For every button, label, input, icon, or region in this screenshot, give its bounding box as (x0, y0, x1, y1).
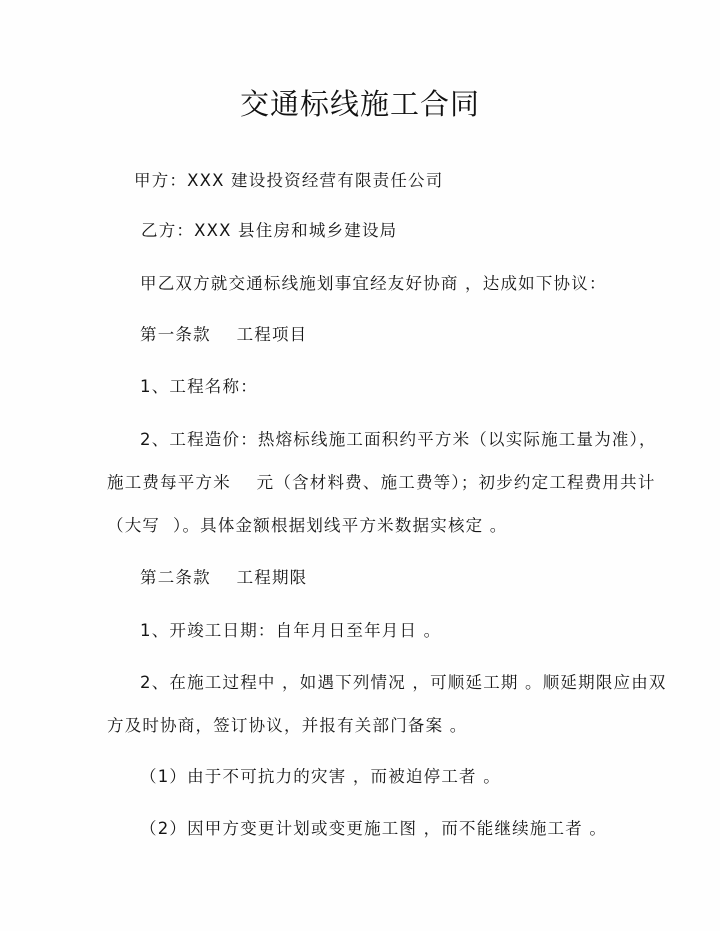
article2-item1: 1、开竣工日期：自年月日至年月日 。 (140, 621, 442, 640)
party-b-line: 乙方：XXX 县住房和城乡建设局 (141, 221, 398, 240)
party-a-line: 甲方：XXX 建设投资经营有限责任公司 (134, 171, 444, 190)
contract-title: 交通标线施工合同 (239, 87, 480, 121)
article2-item2-line1: 2、在施工过程中 ，如遇下列情况 ，可顺延工期 。顺延期限应由双 (140, 673, 667, 692)
article1-heading: 第一条款 工程项目 (140, 325, 308, 344)
preamble-line: 甲乙双方就交通标线施划事宜经友好协商 ，达成如下协议： (140, 274, 607, 293)
article2-sub2: （2）因甲方变更计划或变更施工图 ，而不能继续施工者 。 (140, 819, 608, 838)
article2-sub1: （1）由于不可抗力的灾害 ，而被迫停工者 。 (140, 767, 501, 786)
article1-item2-line3: （大写 ）。具体金额根据划线平方米数据实核定 。 (107, 516, 508, 535)
article1-item2-line2: 施工费每平方米 元（含材料费、施工费等）；初步约定工程费用共计 (107, 473, 656, 492)
article2-item2-line2: 方及时协商，签订协议，并报有关部门备案 。 (107, 716, 468, 735)
article2-heading: 第二条款 工程期限 (140, 568, 308, 587)
article1-item2-line1: 2、工程造价：热熔标线施工面积约平方米（以实际施工量为准）， (140, 430, 657, 449)
article1-item1: 1、工程名称： (140, 377, 258, 396)
